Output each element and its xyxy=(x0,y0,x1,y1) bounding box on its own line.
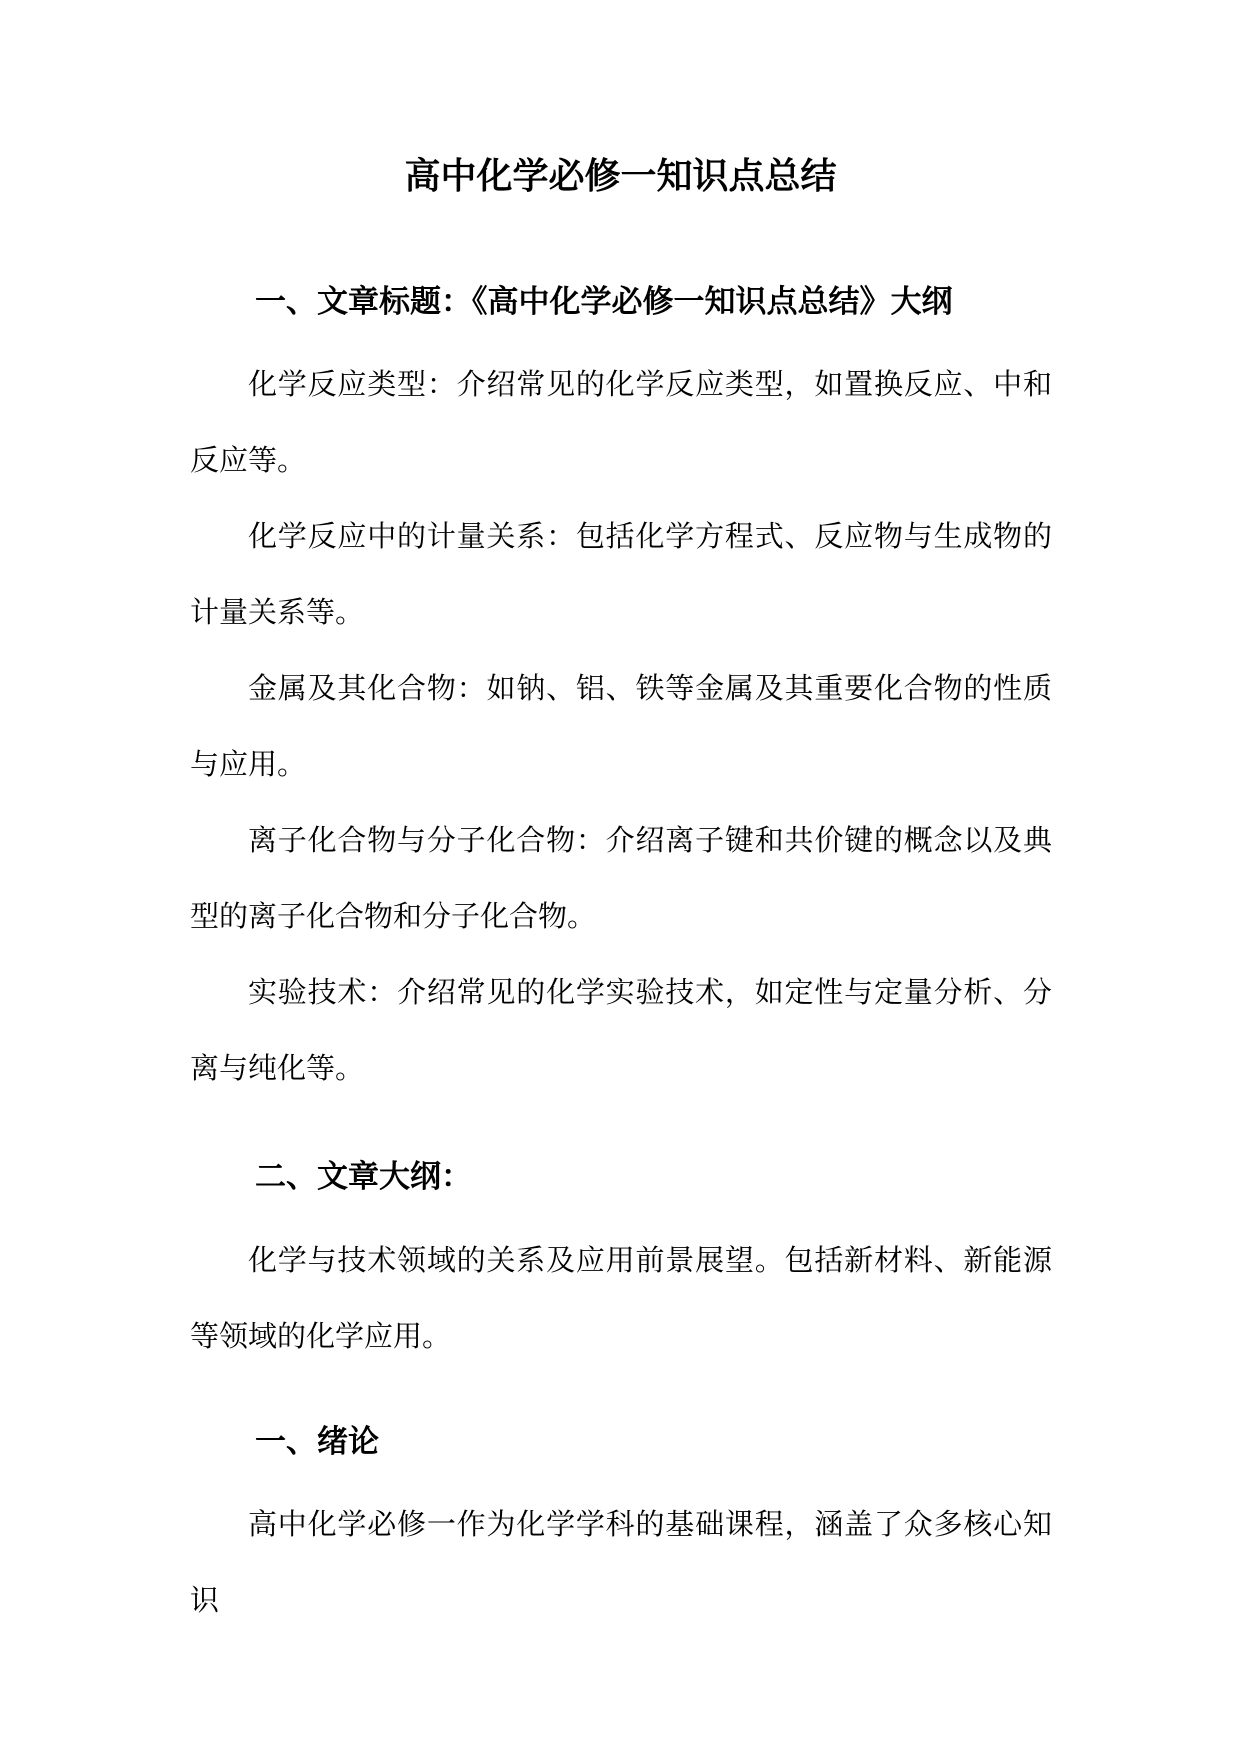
paragraph-compounds: 离子化合物与分子化合物：介绍离子键和共价键的概念以及典型的离子化合物和分子化合物。 xyxy=(190,823,1052,933)
section-heading-introduction: 一、绪论 xyxy=(255,1424,379,1460)
paragraph-stoichiometry: 化学反应中的计量关系：包括化学方程式、反应物与生成物的计量关系等。 xyxy=(190,519,1052,629)
section-heading-outline: 一、文章标题：《高中化学必修一知识点总结》大纲 xyxy=(255,284,953,320)
paragraph-reaction-types: 化学反应类型：介绍常见的化学反应类型，如置换反应、中和反应等。 xyxy=(190,367,1052,477)
document-title: 高中化学必修一知识点总结 xyxy=(404,155,837,197)
section-heading-article-outline: 二、文章大纲： xyxy=(255,1159,472,1195)
paragraph-technology-outlook: 化学与技术领域的关系及应用前景展望。包括新材料、新能源等领域的化学应用。 xyxy=(190,1243,1052,1353)
paragraph-introduction: 高中化学必修一作为化学学科的基础课程，涵盖了众多核心知识 xyxy=(190,1507,1052,1617)
paragraph-lab-techniques: 实验技术：介绍常见的化学实验技术，如定性与定量分析、分离与纯化等。 xyxy=(190,975,1052,1085)
paragraph-metals: 金属及其化合物：如钠、铝、铁等金属及其重要化合物的性质与应用。 xyxy=(190,671,1052,781)
